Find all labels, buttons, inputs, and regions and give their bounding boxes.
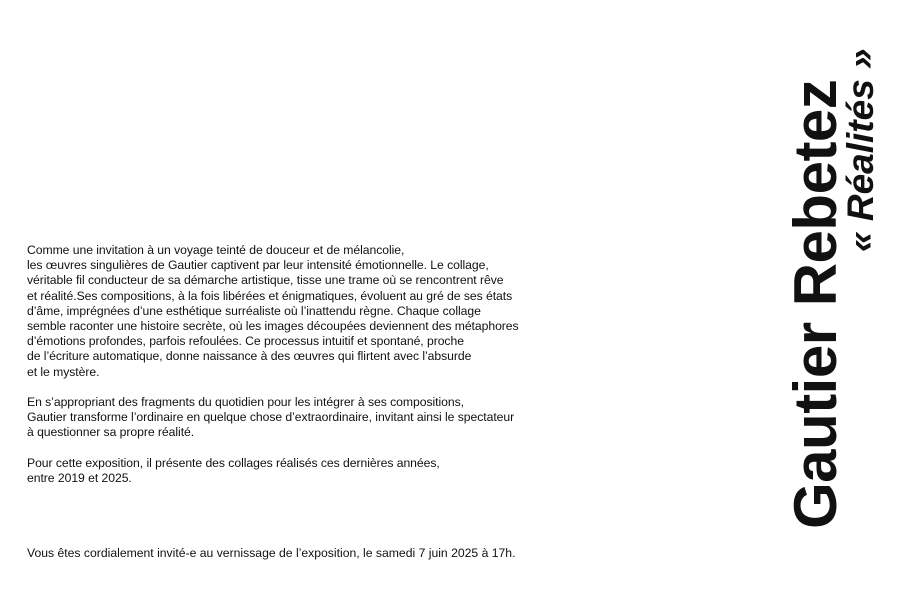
text-line: Comme une invitation à un voyage teinté de douceur et de mélancolie, bbox=[27, 243, 405, 257]
text-line: En s’appropriant des fragments du quotidien pour les intégrer à ses compositions, bbox=[27, 395, 464, 410]
paragraph-fragments bbox=[27, 395, 587, 441]
text-line: entre 2019 et 2025. bbox=[27, 471, 132, 486]
paragraph-intro bbox=[27, 243, 587, 380]
text-line: à questionner sa propre réalité. bbox=[27, 425, 195, 440]
vertical-title-block bbox=[772, 30, 882, 530]
vernissage-invitation: Vous êtes cordialement invité-e au vernissage de l’exposition, le samedi 7 juin 2025 à 17h. bbox=[27, 546, 516, 560]
text-line: et le mystère. bbox=[27, 364, 100, 379]
text-line: de l’écriture automatique, donne naissance à des œuvres qui flirtent avec l’absurde bbox=[27, 349, 472, 364]
text-line: et réalité.Ses compositions, à la fois libérées et énigmatiques, évoluent au gré de ses états bbox=[27, 288, 513, 303]
exhibition-description bbox=[27, 243, 587, 501]
paragraph-exhibition bbox=[27, 456, 587, 486]
text-line: les œuvres singulières de Gautier captivent par leur intensité émotionnelle. Le collage, bbox=[27, 258, 489, 273]
artist-name: Gautier Rebetez bbox=[782, 79, 849, 529]
text-line: Pour cette exposition, il présente des collages réalisés ces dernières années, bbox=[27, 455, 440, 470]
text-line: Gautier transforme l’ordinaire en quelque chose d’extraordinaire, invitant ainsi le spectateur bbox=[27, 410, 515, 425]
text-line: véritable fil conducteur de sa démarche artistique, tisse une trame où se rencontrent rêve bbox=[27, 273, 504, 288]
text-line: d’émotions profondes, parfois refoulées. Ce processus intuitif et spontané, proche bbox=[27, 334, 464, 349]
exhibition-title: « Réalités » bbox=[840, 48, 881, 252]
text-line: semble raconter une histoire secrète, où les images découpées deviennent des métaphores bbox=[27, 319, 519, 334]
text-line: d’âme, imprégnées d’une esthétique surréaliste où l’inattendu règne. Chaque collage bbox=[27, 303, 481, 318]
